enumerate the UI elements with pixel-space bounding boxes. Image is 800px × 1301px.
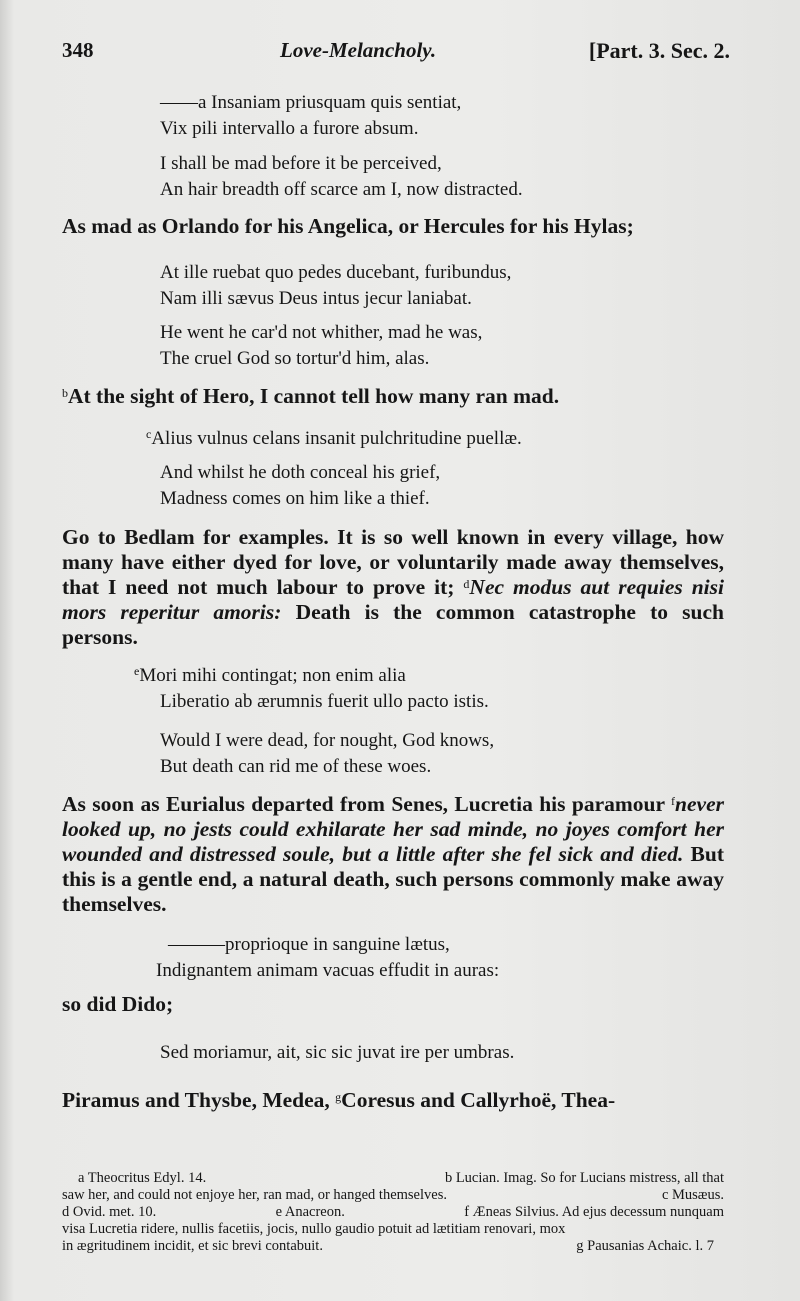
- verse-line: I shall be mad before it be perceived,: [160, 153, 442, 174]
- paragraph-text: Piramus and Thysbe, Medea,: [62, 1088, 336, 1112]
- verse-line: Vix pili intervallo a furore absum.: [160, 118, 419, 139]
- footnote-ref: b: [62, 386, 68, 400]
- footnote-ref: e: [134, 664, 140, 678]
- verse-line: Sed moriamur, ait, sic sic juvat ire per umbras.: [160, 1042, 515, 1063]
- verse-translation-mad: [160, 151, 720, 203]
- footnote-text: a Theocritus Edyl. 14.: [78, 1170, 207, 1186]
- paragraph-text: Death is the common catastrophe to such persons.: [62, 600, 724, 649]
- page-header: [62, 38, 734, 74]
- footnote-text: d Ovid. met. 10.: [62, 1204, 157, 1220]
- verse-line: But death can rid me of these woes.: [160, 756, 432, 777]
- footnote-text: visa Lucretia ridere, nullis facetiis, jocis, nullo gaudio potuit ad lætitiam renovari, mox: [62, 1221, 566, 1237]
- paragraph-orlando: As mad as Orlando for his Angelica, or Hercules for his Hylas;: [62, 214, 634, 238]
- verse-line: And whilst he doth conceal his grief,: [160, 462, 441, 483]
- running-title: Love-Melancholy.: [280, 38, 437, 62]
- verse-line: Nam illi sævus Deus intus jecur laniabat.: [160, 288, 472, 309]
- part-section: [Part. 3. Sec. 2.: [588, 38, 730, 63]
- verse-line: [146, 426, 706, 452]
- verse-translation-cruel-god: [160, 320, 720, 372]
- verse-line: Indignantem animam vacuas effudit in auras:: [156, 960, 500, 981]
- footnote-text: b Lucian. Imag. So for Lucians mistress, all that: [444, 1170, 724, 1186]
- verse-line: ———proprioque in sanguine lætus,: [168, 934, 450, 955]
- verse-mori-mihi: [134, 663, 694, 715]
- paragraph-piramus: [62, 1088, 724, 1113]
- footnote-text: c Musæus.: [661, 1187, 724, 1203]
- footnotes: [62, 1170, 724, 1255]
- footnote-line: [62, 1170, 724, 1187]
- latin-quote: Nec modus aut requies nisi mors reperitur amoris:: [62, 575, 724, 624]
- paragraph-text: Go to Bedlam for examples. It is so well known in every village, how many have either dyed for love, or voluntarily made away themselves, that I need not much labour to prove it;: [62, 525, 724, 599]
- verse-line: The cruel God so tortur'd him, alas.: [160, 348, 430, 369]
- verse-line: Madness comes on him like a thief.: [160, 488, 430, 509]
- page-number: 348: [62, 38, 94, 62]
- verse-insaniam: [160, 90, 720, 142]
- footnote-ref: c: [146, 427, 152, 441]
- verse-translation-grief: [160, 460, 720, 512]
- verse-proprioque: [156, 932, 728, 984]
- verse-text: Alius vulnus celans insanit pulchritudine puellæ.: [151, 428, 522, 449]
- paragraph-eurialus: [62, 792, 724, 917]
- verse-line: At ille ruebat quo pedes ducebant, furibundus,: [160, 262, 512, 283]
- footnote-line: [62, 1187, 724, 1204]
- quote-text: never looked up, no jests could exhilarate her sad minde, no joyes comfort her wounded and distressed soule, but a little after she fel sick and died.: [62, 792, 724, 866]
- footnote-line: [62, 1238, 724, 1255]
- verse-translation-dead: [160, 728, 720, 780]
- verse-moriamur: [160, 1040, 720, 1066]
- paragraph-bedlam: [62, 525, 724, 650]
- paragraph-text: But this is a gentle end, a natural death, such persons commonly make away themselves.: [62, 842, 724, 916]
- paragraph-hero: [62, 384, 724, 409]
- paragraph-text: At the sight of Hero, I cannot tell how many ran mad.: [68, 384, 560, 408]
- footnote-text: e Anacreon.: [275, 1204, 345, 1220]
- footnote-ref: d: [463, 577, 470, 591]
- verse-line: Would I were dead, for nought, God knows,: [160, 730, 495, 751]
- paragraph-text: As soon as Eurialus departed from Senes, Lucretia his paramour: [62, 792, 672, 816]
- verse-line: Liberatio ab ærumnis fuerit ullo pacto istis.: [160, 691, 489, 712]
- footnote-text: in ægritudinem incidit, et sic brevi contabuit.: [62, 1238, 323, 1254]
- footnote-line: [62, 1221, 724, 1238]
- paragraph-dido: so did Dido;: [62, 992, 174, 1016]
- footnote-line: [62, 1204, 724, 1221]
- verse-line: He went he car'd not whither, mad he was,: [160, 322, 483, 343]
- verse-ille-ruebat: [160, 260, 720, 312]
- verse-line: [134, 663, 694, 689]
- footnote-text: g Pausanias Achaic. l. 7: [576, 1238, 714, 1254]
- verse-line: ——a Insaniam priusquam quis sentiat,: [160, 92, 462, 113]
- footnote-ref: f: [671, 794, 676, 808]
- footnote-ref: g: [335, 1090, 342, 1104]
- paragraph-text: Coresus and Callyrhoë, Thea-: [341, 1088, 616, 1112]
- footnote-text: f Æneas Silvius. Ad ejus decessum nunquam: [464, 1204, 724, 1220]
- verse-line: An hair breadth off scarce am I, now distracted.: [160, 179, 523, 200]
- footnote-text: saw her, and could not enjoye her, ran mad, or hanged themselves.: [62, 1187, 447, 1203]
- verse-text: Mori mihi contingat; non enim alia: [139, 665, 406, 686]
- verse-alius: [146, 426, 706, 452]
